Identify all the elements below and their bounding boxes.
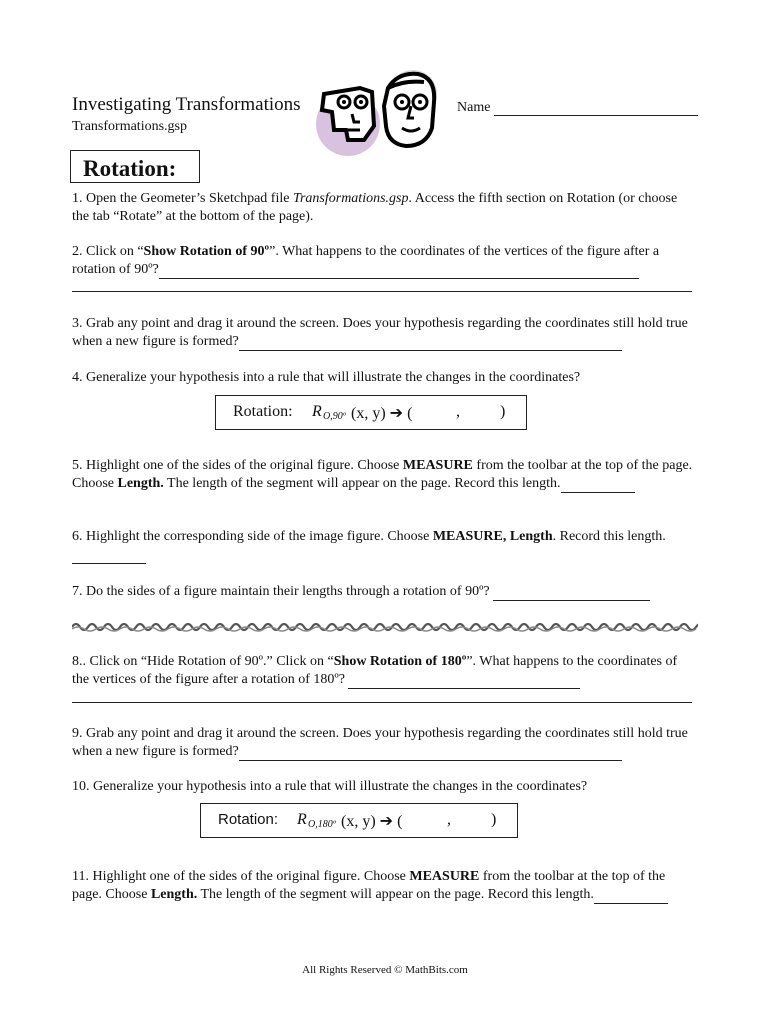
rule-subscript: O,90º xyxy=(323,411,346,422)
wavy-divider xyxy=(72,618,698,636)
answer-line xyxy=(72,702,692,703)
rotation-90-rule-box xyxy=(215,395,527,430)
answer-blank xyxy=(239,746,622,761)
name-blank xyxy=(494,115,698,116)
answer-blank xyxy=(493,586,650,601)
rule-label: Rotation: xyxy=(218,811,279,828)
question-6: 6. Highlight the corresponding side of the image figure. Choose MEASURE, Length. Record this length. xyxy=(72,528,697,564)
answer-blank xyxy=(159,264,639,279)
question-3: 3. Grab any point and drag it around the screen. Does your hypothesis regarding the coordinates still hold true when a new figure is formed? xyxy=(72,316,688,349)
rule-subscript: O,180º xyxy=(308,819,336,830)
rule-r: R xyxy=(312,403,322,420)
question-4: 4. Generalize your hypothesis into a rule that will illustrate the changes in the coordinates? xyxy=(72,370,581,385)
document-subtitle: Transformations.gsp xyxy=(72,119,187,134)
rule-comma: , xyxy=(456,403,460,420)
answer-blank xyxy=(348,674,580,689)
question-9: 9. Grab any point and drag it around the screen. Does your hypothesis regarding the coordinates still hold true when a new figure is formed? xyxy=(72,726,688,759)
rule-mapping: (x, y) ➔ ( xyxy=(351,405,413,422)
rule-mapping: (x, y) ➔ ( xyxy=(341,813,403,830)
question-2: 2. Click on “Show Rotation of 90º”. What happens to the coordinates of the vertices of the figure after a rotation of 90º? xyxy=(72,244,660,277)
question-7: 7. Do the sides of a figure maintain their lengths through a rotation of 90º? xyxy=(72,583,697,601)
answer-blank xyxy=(594,889,668,904)
answer-line xyxy=(72,291,692,292)
answer-blank xyxy=(72,549,146,564)
question-11: 11. Highlight one of the sides of the original figure. Choose MEASURE from the toolbar at the top of the page. Choose Length. The length of the segment will appear on the page. Record this length. xyxy=(72,868,697,904)
question-8: 8.. Click on “Hide Rotation of 90º.” Click on “Show Rotation of 180º”. What happens to the coordinates of the vertices of the figure after a rotation of 180º? xyxy=(72,654,678,687)
document-title: Investigating Transformations xyxy=(72,94,301,115)
answer-blank xyxy=(561,478,635,493)
footer-copyright: All Rights Reserved © MathBits.com xyxy=(302,964,468,976)
question-5: 5. Highlight one of the sides of the original figure. Choose MEASURE from the toolbar at the top of the page. Choose Length. The length of the segment will appear on the page. Record this length. xyxy=(72,458,693,491)
answer-blank xyxy=(239,336,622,351)
rule-comma: , xyxy=(447,811,451,828)
name-label: Name xyxy=(457,100,491,115)
rotation-180-rule-box xyxy=(200,803,518,838)
rule-r: R xyxy=(297,811,307,828)
rule-close-paren: ) xyxy=(500,403,506,420)
rule-label: Rotation: xyxy=(233,403,293,420)
rule-close-paren: ) xyxy=(491,811,497,828)
question-1: 1. Open the Geometer’s Sketchpad file Transformations.gsp. Access the fifth section on Rotation (or choose the tab “Rotate” at the bottom of the page). xyxy=(72,191,678,224)
faces-logo-icon xyxy=(308,66,458,158)
section-title: Rotation: xyxy=(83,156,177,181)
question-10: 10. Generalize your hypothesis into a rule that will illustrate the changes in the coordinates? xyxy=(72,779,588,794)
